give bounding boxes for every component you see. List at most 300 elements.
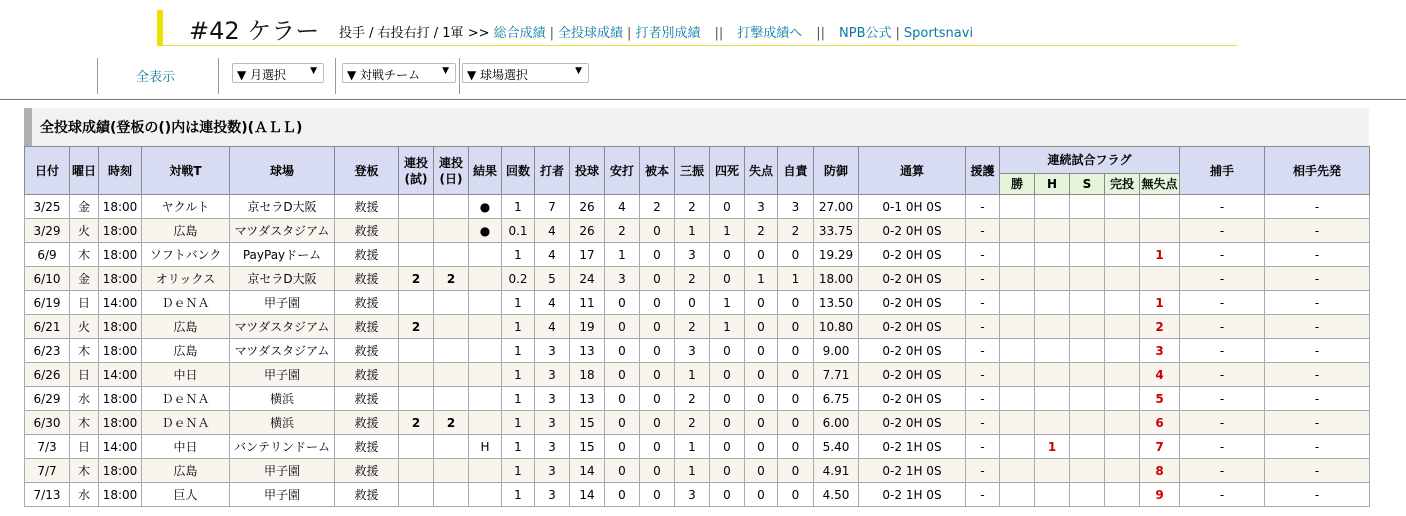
cell-pitches: 26 — [570, 195, 605, 219]
cell-consecutive-games — [399, 459, 434, 483]
cell-hits: 0 — [605, 483, 640, 507]
table-row — [25, 459, 1370, 483]
cell-flag-win — [1000, 267, 1035, 291]
table-row — [25, 267, 1370, 291]
cell-home-runs: 0 — [640, 219, 675, 243]
cell-flag-complete — [1105, 387, 1140, 411]
cell-flag-complete — [1105, 315, 1140, 339]
cell-flag-win — [1000, 339, 1035, 363]
cell-strikeouts: 2 — [675, 195, 710, 219]
cell-hits: 0 — [605, 459, 640, 483]
cell-pitches: 15 — [570, 435, 605, 459]
link-separator: || — [816, 26, 825, 41]
cell-runs: 0 — [745, 363, 778, 387]
cell-consecutive-games — [399, 435, 434, 459]
cell-home-runs: 0 — [640, 363, 675, 387]
cell-walks: 0 — [710, 339, 745, 363]
cell-opponent: 広島 — [142, 459, 230, 483]
cell-runs: 0 — [745, 483, 778, 507]
cell-innings: 1 — [502, 387, 535, 411]
cell-role: 救援 — [335, 363, 399, 387]
cell-opp-starter: - — [1265, 243, 1370, 267]
cell-walks: 0 — [710, 267, 745, 291]
cell-home-runs: 0 — [640, 483, 675, 507]
cell-dow: 火 — [70, 315, 99, 339]
cell-hits: 2 — [605, 219, 640, 243]
cell-flag-win — [1000, 483, 1035, 507]
cell-date: 3/25 — [25, 195, 70, 219]
cell-batters: 3 — [535, 459, 570, 483]
header-line: 連投 — [403, 155, 428, 170]
col-header-flag-save: S — [1070, 174, 1105, 195]
cell-catcher: - — [1180, 435, 1265, 459]
link-overall-stats[interactable]: 総合成績 — [493, 26, 546, 41]
cell-flag-win — [1000, 363, 1035, 387]
cell-runs: 0 — [745, 315, 778, 339]
cell-result — [469, 267, 502, 291]
cell-era: 9.00 — [814, 339, 859, 363]
cell-flag-save — [1070, 219, 1105, 243]
cell-era: 33.75 — [814, 219, 859, 243]
cell-stadium: マツダスタジアム — [230, 315, 335, 339]
cell-opponent: ＤｅＮＡ — [142, 411, 230, 435]
cell-flag-win — [1000, 315, 1035, 339]
cell-stadium: PayPayドーム — [230, 243, 335, 267]
cell-date: 7/7 — [25, 459, 70, 483]
cell-strikeouts: 2 — [675, 387, 710, 411]
cell-runs: 3 — [745, 195, 778, 219]
cell-flag-complete — [1105, 459, 1140, 483]
cell-strikeouts: 2 — [675, 267, 710, 291]
cell-innings: 1 — [502, 435, 535, 459]
cell-flag-save — [1070, 291, 1105, 315]
cell-role: 救援 — [335, 195, 399, 219]
col-header-home-runs: 被本 — [640, 147, 675, 195]
cell-runs: 0 — [745, 387, 778, 411]
cell-flag-complete — [1105, 291, 1140, 315]
cell-date: 7/3 — [25, 435, 70, 459]
cell-time: 18:00 — [99, 267, 142, 291]
cell-role: 救援 — [335, 315, 399, 339]
cell-flag-win — [1000, 411, 1035, 435]
cell-flag-complete — [1105, 219, 1140, 243]
col-header-result: 結果 — [469, 147, 502, 195]
cell-support: - — [966, 435, 1000, 459]
cell-batters: 4 — [535, 315, 570, 339]
cell-time: 14:00 — [99, 291, 142, 315]
cell-earned-runs: 0 — [778, 315, 814, 339]
cell-runs: 0 — [745, 411, 778, 435]
cell-batters: 3 — [535, 483, 570, 507]
cell-support: - — [966, 411, 1000, 435]
cell-flag-scoreless: 9 — [1140, 483, 1180, 507]
cell-consecutive-days: 2 — [434, 411, 469, 435]
cell-home-runs: 0 — [640, 435, 675, 459]
cell-earned-runs: 3 — [778, 195, 814, 219]
col-header-support: 援護 — [966, 147, 1000, 195]
divider — [218, 58, 219, 94]
cell-flag-hold — [1035, 411, 1070, 435]
cell-batters: 4 — [535, 219, 570, 243]
cell-innings: 1 — [502, 243, 535, 267]
cell-runs: 2 — [745, 219, 778, 243]
cell-date: 6/26 — [25, 363, 70, 387]
cell-consecutive-games — [399, 219, 434, 243]
cell-hits: 0 — [605, 339, 640, 363]
player-header — [157, 10, 1237, 46]
cell-walks: 0 — [710, 459, 745, 483]
link-vs-batter-stats[interactable]: 打者別成績 — [635, 26, 701, 41]
cell-flag-save — [1070, 315, 1105, 339]
cell-home-runs: 0 — [640, 411, 675, 435]
cell-hits: 3 — [605, 267, 640, 291]
cell-walks: 0 — [710, 243, 745, 267]
cell-catcher: - — [1180, 459, 1265, 483]
cell-time: 18:00 — [99, 387, 142, 411]
cell-opponent: 広島 — [142, 315, 230, 339]
cell-catcher: - — [1180, 363, 1265, 387]
cell-strikeouts: 3 — [675, 339, 710, 363]
cell-role: 救援 — [335, 339, 399, 363]
link-batting-stats[interactable]: 打撃成績へ — [737, 26, 803, 41]
cell-role: 救援 — [335, 459, 399, 483]
cell-stadium: 横浜 — [230, 387, 335, 411]
cell-batters: 4 — [535, 291, 570, 315]
cell-opp-starter: - — [1265, 459, 1370, 483]
cell-result: ● — [469, 219, 502, 243]
cell-opp-starter: - — [1265, 363, 1370, 387]
col-header-flag-win: 勝 — [1000, 174, 1035, 195]
cell-consecutive-days — [434, 387, 469, 411]
cell-date: 6/29 — [25, 387, 70, 411]
cell-walks: 0 — [710, 411, 745, 435]
cell-runs: 0 — [745, 243, 778, 267]
cell-role: 救援 — [335, 483, 399, 507]
cell-time: 18:00 — [99, 411, 142, 435]
cell-opp-starter: - — [1265, 483, 1370, 507]
cell-earned-runs: 1 — [778, 267, 814, 291]
cell-support: - — [966, 267, 1000, 291]
cell-hits: 1 — [605, 243, 640, 267]
cell-catcher: - — [1180, 483, 1265, 507]
cell-hits: 4 — [605, 195, 640, 219]
cell-strikeouts: 1 — [675, 459, 710, 483]
link-separator: | — [549, 26, 555, 41]
cell-consecutive-days — [434, 459, 469, 483]
cell-date: 3/29 — [25, 219, 70, 243]
cell-era: 27.00 — [814, 195, 859, 219]
cell-era: 18.00 — [814, 267, 859, 291]
cell-flag-scoreless: 6 — [1140, 411, 1180, 435]
col-header-innings: 回数 — [502, 147, 535, 195]
cell-dow: 木 — [70, 339, 99, 363]
cell-strikeouts: 1 — [675, 363, 710, 387]
cell-flag-win — [1000, 243, 1035, 267]
cell-consecutive-games — [399, 291, 434, 315]
col-header-flag-group: 連続試合フラグ — [1000, 147, 1180, 174]
cell-runs: 0 — [745, 435, 778, 459]
cell-total: 0-2 0H 0S — [859, 219, 966, 243]
cell-pitches: 19 — [570, 315, 605, 339]
cell-time: 18:00 — [99, 483, 142, 507]
cell-flag-save — [1070, 243, 1105, 267]
team-select-label: ▼ 対戦チーム — [347, 68, 421, 82]
cell-consecutive-days: 2 — [434, 267, 469, 291]
col-header-batters: 打者 — [535, 147, 570, 195]
cell-walks: 0 — [710, 387, 745, 411]
cell-support: - — [966, 315, 1000, 339]
cell-flag-hold — [1035, 315, 1070, 339]
cell-hits: 0 — [605, 435, 640, 459]
cell-support: - — [966, 363, 1000, 387]
col-header-opp-starter: 相手先発 — [1265, 147, 1370, 195]
cell-support: - — [966, 339, 1000, 363]
cell-catcher: - — [1180, 291, 1265, 315]
link-separator: || — [714, 26, 724, 41]
cell-result — [469, 339, 502, 363]
cell-strikeouts: 3 — [675, 243, 710, 267]
cell-earned-runs: 0 — [778, 339, 814, 363]
col-header-flag-scoreless: 無失点 — [1140, 174, 1180, 195]
cell-dow: 木 — [70, 411, 99, 435]
cell-stadium: 京セラD大阪 — [230, 195, 335, 219]
col-header-total: 通算 — [859, 147, 966, 195]
team-select[interactable] — [342, 63, 456, 83]
cell-catcher: - — [1180, 339, 1265, 363]
cell-dow: 水 — [70, 387, 99, 411]
cell-flag-save — [1070, 483, 1105, 507]
cell-era: 6.00 — [814, 411, 859, 435]
cell-support: - — [966, 291, 1000, 315]
filter-bar — [0, 54, 1406, 100]
cell-hits: 0 — [605, 363, 640, 387]
cell-walks: 1 — [710, 291, 745, 315]
cell-era: 5.40 — [814, 435, 859, 459]
cell-flag-save — [1070, 267, 1105, 291]
cell-opponent: 広島 — [142, 339, 230, 363]
cell-total: 0-2 1H 0S — [859, 459, 966, 483]
cell-walks: 1 — [710, 315, 745, 339]
cell-stadium: マツダスタジアム — [230, 339, 335, 363]
cell-stadium: 横浜 — [230, 411, 335, 435]
cell-support: - — [966, 219, 1000, 243]
col-header-date: 日付 — [25, 147, 70, 195]
cell-pitches: 14 — [570, 459, 605, 483]
cell-result — [469, 387, 502, 411]
link-npb-official[interactable]: NPB公式 — [839, 26, 892, 41]
col-header-flag-hold: H — [1035, 174, 1070, 195]
cell-earned-runs: 0 — [778, 483, 814, 507]
cell-time: 14:00 — [99, 435, 142, 459]
month-select-label: ▼ 月選択 — [237, 68, 287, 82]
stadium-select[interactable] — [462, 63, 589, 83]
cell-catcher: - — [1180, 411, 1265, 435]
cell-flag-hold — [1035, 219, 1070, 243]
cell-consecutive-days — [434, 219, 469, 243]
table-row — [25, 411, 1370, 435]
header-line: 連投 — [438, 155, 463, 170]
cell-flag-scoreless — [1140, 195, 1180, 219]
cell-walks: 0 — [710, 435, 745, 459]
cell-role: 救援 — [335, 387, 399, 411]
cell-strikeouts: 2 — [675, 411, 710, 435]
cell-era: 4.50 — [814, 483, 859, 507]
section-title: 全投球成績(登板の()内は連投数)(ＡＬＬ) — [40, 120, 303, 136]
cell-total: 0-2 0H 0S — [859, 315, 966, 339]
cell-flag-hold — [1035, 339, 1070, 363]
cell-flag-complete — [1105, 435, 1140, 459]
divider — [459, 58, 460, 94]
cell-flag-hold — [1035, 363, 1070, 387]
table-row — [25, 483, 1370, 507]
cell-earned-runs: 2 — [778, 219, 814, 243]
cell-walks: 0 — [710, 483, 745, 507]
cell-opponent: 中日 — [142, 363, 230, 387]
show-all-link[interactable]: 全表示 — [136, 70, 176, 85]
cell-total: 0-2 0H 0S — [859, 243, 966, 267]
cell-earned-runs: 0 — [778, 291, 814, 315]
cell-pitches: 17 — [570, 243, 605, 267]
cell-flag-hold — [1035, 291, 1070, 315]
cell-date: 6/19 — [25, 291, 70, 315]
link-sportsnavi[interactable]: Sportsnavi — [903, 26, 974, 41]
cell-flag-hold — [1035, 243, 1070, 267]
cell-earned-runs: 0 — [778, 411, 814, 435]
cell-opp-starter: - — [1265, 267, 1370, 291]
cell-support: - — [966, 195, 1000, 219]
cell-opponent: 巨人 — [142, 483, 230, 507]
cell-flag-complete — [1105, 363, 1140, 387]
cell-catcher: - — [1180, 195, 1265, 219]
divider — [335, 58, 336, 94]
cell-catcher: - — [1180, 219, 1265, 243]
table-row — [25, 219, 1370, 243]
cell-total: 0-2 0H 0S — [859, 267, 966, 291]
cell-flag-scoreless — [1140, 267, 1180, 291]
cell-result — [469, 315, 502, 339]
table-row — [25, 387, 1370, 411]
cell-flag-scoreless: 7 — [1140, 435, 1180, 459]
cell-consecutive-games: 2 — [399, 411, 434, 435]
player-title: #42 ケラー — [189, 17, 320, 45]
cell-consecutive-days — [434, 363, 469, 387]
pitching-log-table — [24, 146, 1370, 507]
cell-flag-scoreless: 1 — [1140, 291, 1180, 315]
col-header-time: 時刻 — [99, 147, 142, 195]
cell-earned-runs: 0 — [778, 243, 814, 267]
link-separator: | — [627, 26, 632, 41]
cell-total: 0-2 0H 0S — [859, 339, 966, 363]
cell-batters: 7 — [535, 195, 570, 219]
cell-strikeouts: 0 — [675, 291, 710, 315]
table-row — [25, 435, 1370, 459]
cell-flag-hold — [1035, 483, 1070, 507]
link-all-pitch-stats[interactable]: 全投球成績 — [558, 26, 624, 41]
cell-flag-scoreless: 1 — [1140, 243, 1180, 267]
cell-flag-complete — [1105, 483, 1140, 507]
cell-stadium: マツダスタジアム — [230, 219, 335, 243]
stadium-select-label: ▼ 球場選択 — [467, 68, 529, 82]
cell-stadium: 甲子園 — [230, 483, 335, 507]
player-profile: 投手 / 右投右打 / 1軍 >> — [339, 26, 490, 41]
cell-home-runs: 0 — [640, 339, 675, 363]
cell-consecutive-games — [399, 483, 434, 507]
cell-flag-hold — [1035, 387, 1070, 411]
cell-time: 18:00 — [99, 459, 142, 483]
cell-catcher: - — [1180, 267, 1265, 291]
cell-earned-runs: 0 — [778, 459, 814, 483]
col-header-stadium: 球場 — [230, 147, 335, 195]
table-row — [25, 291, 1370, 315]
cell-dow: 金 — [70, 195, 99, 219]
cell-consecutive-games: 2 — [399, 315, 434, 339]
cell-role: 救援 — [335, 243, 399, 267]
cell-batters: 3 — [535, 387, 570, 411]
cell-innings: 1 — [502, 195, 535, 219]
col-header-runs: 失点 — [745, 147, 778, 195]
cell-flag-win — [1000, 219, 1035, 243]
cell-flag-complete — [1105, 267, 1140, 291]
cell-innings: 0.1 — [502, 219, 535, 243]
cell-dow: 日 — [70, 363, 99, 387]
cell-flag-complete — [1105, 411, 1140, 435]
cell-innings: 1 — [502, 291, 535, 315]
month-select[interactable] — [232, 63, 324, 83]
cell-strikeouts: 1 — [675, 219, 710, 243]
cell-date: 6/9 — [25, 243, 70, 267]
cell-pitches: 13 — [570, 339, 605, 363]
cell-role: 救援 — [335, 435, 399, 459]
cell-pitches: 11 — [570, 291, 605, 315]
cell-dow: 水 — [70, 483, 99, 507]
cell-flag-save — [1070, 195, 1105, 219]
cell-stadium: 京セラD大阪 — [230, 267, 335, 291]
cell-support: - — [966, 483, 1000, 507]
cell-stadium: 甲子園 — [230, 459, 335, 483]
cell-runs: 0 — [745, 339, 778, 363]
cell-pitches: 24 — [570, 267, 605, 291]
cell-flag-save — [1070, 363, 1105, 387]
cell-flag-complete — [1105, 339, 1140, 363]
cell-opponent: ヤクルト — [142, 195, 230, 219]
cell-role: 救援 — [335, 411, 399, 435]
cell-home-runs: 0 — [640, 315, 675, 339]
cell-consecutive-games — [399, 339, 434, 363]
cell-hits: 0 — [605, 411, 640, 435]
link-separator: | — [895, 26, 900, 41]
cell-dow: 木 — [70, 459, 99, 483]
cell-consecutive-games — [399, 195, 434, 219]
col-header-consecutive-games — [399, 147, 434, 195]
cell-flag-save — [1070, 435, 1105, 459]
cell-time: 18:00 — [99, 339, 142, 363]
cell-catcher: - — [1180, 387, 1265, 411]
cell-strikeouts: 2 — [675, 315, 710, 339]
col-header-earned-runs: 自責 — [778, 147, 814, 195]
cell-result: H — [469, 435, 502, 459]
cell-batters: 3 — [535, 411, 570, 435]
cell-hits: 0 — [605, 387, 640, 411]
cell-earned-runs: 0 — [778, 435, 814, 459]
cell-consecutive-games — [399, 363, 434, 387]
cell-flag-hold — [1035, 195, 1070, 219]
cell-total: 0-1 0H 0S — [859, 195, 966, 219]
cell-dow: 木 — [70, 243, 99, 267]
dropdown-caret-icon: ▼ — [442, 66, 449, 76]
cell-result: ● — [469, 195, 502, 219]
cell-consecutive-days — [434, 483, 469, 507]
col-header-walks: 四死 — [710, 147, 745, 195]
